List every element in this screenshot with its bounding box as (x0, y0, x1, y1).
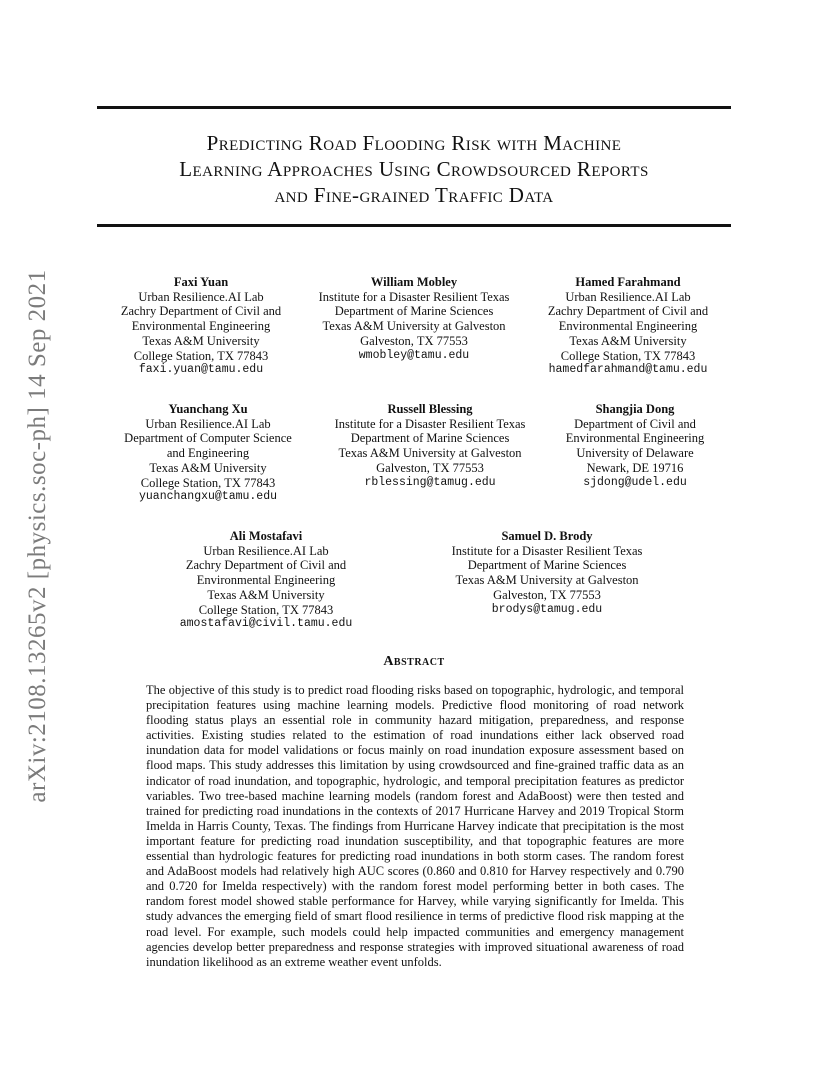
author-affiliation-line: Galveston, TX 77553 (360, 333, 468, 348)
paper-title (97, 130, 731, 208)
author-affiliation-line: Zachry Department of Civil and (120, 304, 282, 319)
title-line: and Fine-grained Traffic Data (274, 183, 554, 207)
author-affiliation-line: University of Delaware (576, 446, 694, 461)
author-email: amostafavi@civil.tamu.edu (179, 617, 353, 631)
author-affiliation-line: Institute for a Disaster Resilient Texas (318, 289, 510, 304)
author-email: yuanchangxu@tamu.edu (138, 490, 278, 504)
author-affiliation-line: Environmental Engineering (131, 319, 271, 334)
author-affiliation-line: Institute for a Disaster Resilient Texas (334, 416, 526, 431)
author-block (124, 402, 292, 505)
author-affiliation-line: Texas A&M University at Galveston (338, 446, 522, 461)
author-affiliation-line: and Engineering (166, 446, 250, 461)
author-affiliation-line: College Station, TX 77843 (133, 348, 269, 363)
author-block (121, 275, 281, 378)
author-block (548, 275, 708, 378)
author-block (335, 402, 526, 490)
author-affiliation-line: Urban Resilience.AI Lab (203, 543, 329, 558)
author-affiliation-line: Zachry Department of Civil and (547, 304, 709, 319)
author-affiliation-line: Galveston, TX 77553 (493, 587, 601, 602)
author-name: Samuel D. Brody (501, 529, 593, 543)
author-affiliation-line: Texas A&M University (569, 333, 687, 348)
author-block (319, 275, 510, 363)
author-email: wmobley@tamu.edu (358, 348, 470, 362)
author-affiliation-line: Texas A&M University (142, 333, 260, 348)
author-name: Shangjia Dong (595, 402, 675, 416)
author-affiliation-line: Department of Marine Sciences (350, 431, 510, 446)
author-name: Hamed Farahmand (575, 275, 681, 289)
author-name: Faxi Yuan (173, 275, 229, 289)
title-top-rule (97, 106, 731, 109)
author-block (566, 402, 705, 490)
author-affiliation-line: Department of Computer Science (124, 431, 292, 446)
arxiv-identifier-stamp: arXiv:2108.13265v2 [physics.soc-ph] 14 Sep 2021 (24, 269, 51, 803)
author-name: William Mobley (370, 275, 458, 289)
author-affiliation-line: Department of Civil and (574, 416, 696, 431)
title-line: Predicting Road Flooding Risk with Machine (206, 131, 622, 155)
author-affiliation-line: Galveston, TX 77553 (376, 460, 484, 475)
author-affiliation-line: Texas A&M University at Galveston (322, 319, 506, 334)
author-affiliation-line: College Station, TX 77843 (140, 475, 276, 490)
author-affiliation-line: Urban Resilience.AI Lab (145, 416, 271, 431)
author-affiliation-line: Texas A&M University (207, 587, 325, 602)
author-email: sjdong@udel.edu (583, 475, 687, 489)
author-name: Yuanchang Xu (168, 402, 248, 416)
author-block (452, 529, 643, 617)
author-affiliation-line: Newark, DE 19716 (586, 460, 684, 475)
author-affiliation-line: Department of Marine Sciences (467, 558, 627, 573)
author-affiliation-line: College Station, TX 77843 (560, 348, 696, 363)
abstract-heading: Abstract (383, 654, 445, 669)
author-email: faxi.yuan@tamu.edu (138, 363, 264, 377)
author-name: Russell Blessing (387, 402, 473, 416)
author-block (180, 529, 353, 632)
author-affiliation-line: Environmental Engineering (196, 573, 336, 588)
author-affiliation-line: Urban Resilience.AI Lab (138, 289, 264, 304)
author-affiliation-line: Department of Marine Sciences (334, 304, 494, 319)
abstract-text: The objective of this study is to predict road flooding risks based on topographic, hydrologic, and temporal precipitation features using machine learning models. Predictive flood monitoring of road network flooding status plays an essential role in community hazard mitigation, preparedness, and response activities. Existing studies related to the estimation of road inundations either lack observed road inundation data for model validations or focus mainly on road inundation exposure assessment based on flood maps. This study addresses this limitation by using crowdsourced and fine-grained traffic data as an indicator of road inundation, and topographic, hydrologic, and temporal precipitation features as predictor variables. Two tree-based machine learning models (random forest and AdaBoost) were then tested and trained for predicting road inundations in the contexts of 2017 Hurricane Harvey and 2019 Tropical Storm Imelda in Harris County, Texas. The findings from Hurricane Harvey indicate that precipitation is the most important feature for predicting road inundation susceptibility, and that topographic features are more essential than hydrologic features for predicting road inundations in both storm cases. The random forest and AdaBoost models had relatively high AUC scores (0.860 and 0.810 for Harvey respectively and 0.790 and 0.720 for Imelda respectively) with the random forest model performing better in both cases. The random forest model showed stable performance for Harvey, while varying significantly for Imelda. This study advances the emerging field of smart flood resilience in terms of predictive flood risk mapping at the road level. For example, such models could help impacted communities and emergency management agencies develop better preparedness and response strategies with improved situational awareness of road inundation likelihood as an extreme weather event unfolds. (146, 683, 684, 969)
author-affiliation-line: Texas A&M University at Galveston (455, 573, 639, 588)
author-affiliation-line: Environmental Engineering (565, 431, 705, 446)
author-affiliation-line: Urban Resilience.AI Lab (565, 289, 691, 304)
author-affiliation-line: College Station, TX 77843 (198, 602, 334, 617)
author-name: Ali Mostafavi (229, 529, 303, 543)
author-email: hamedfarahmand@tamu.edu (548, 363, 708, 377)
title-line: Learning Approaches Using Crowdsourced Reports (179, 157, 649, 181)
author-affiliation-line: Institute for a Disaster Resilient Texas (451, 543, 643, 558)
author-email: brodys@tamug.edu (491, 602, 603, 616)
author-affiliation-line: Texas A&M University (149, 460, 267, 475)
author-affiliation-line: Environmental Engineering (558, 319, 698, 334)
title-bottom-rule (97, 224, 731, 227)
author-affiliation-line: Zachry Department of Civil and (185, 558, 347, 573)
author-email: rblessing@tamug.edu (364, 475, 496, 489)
